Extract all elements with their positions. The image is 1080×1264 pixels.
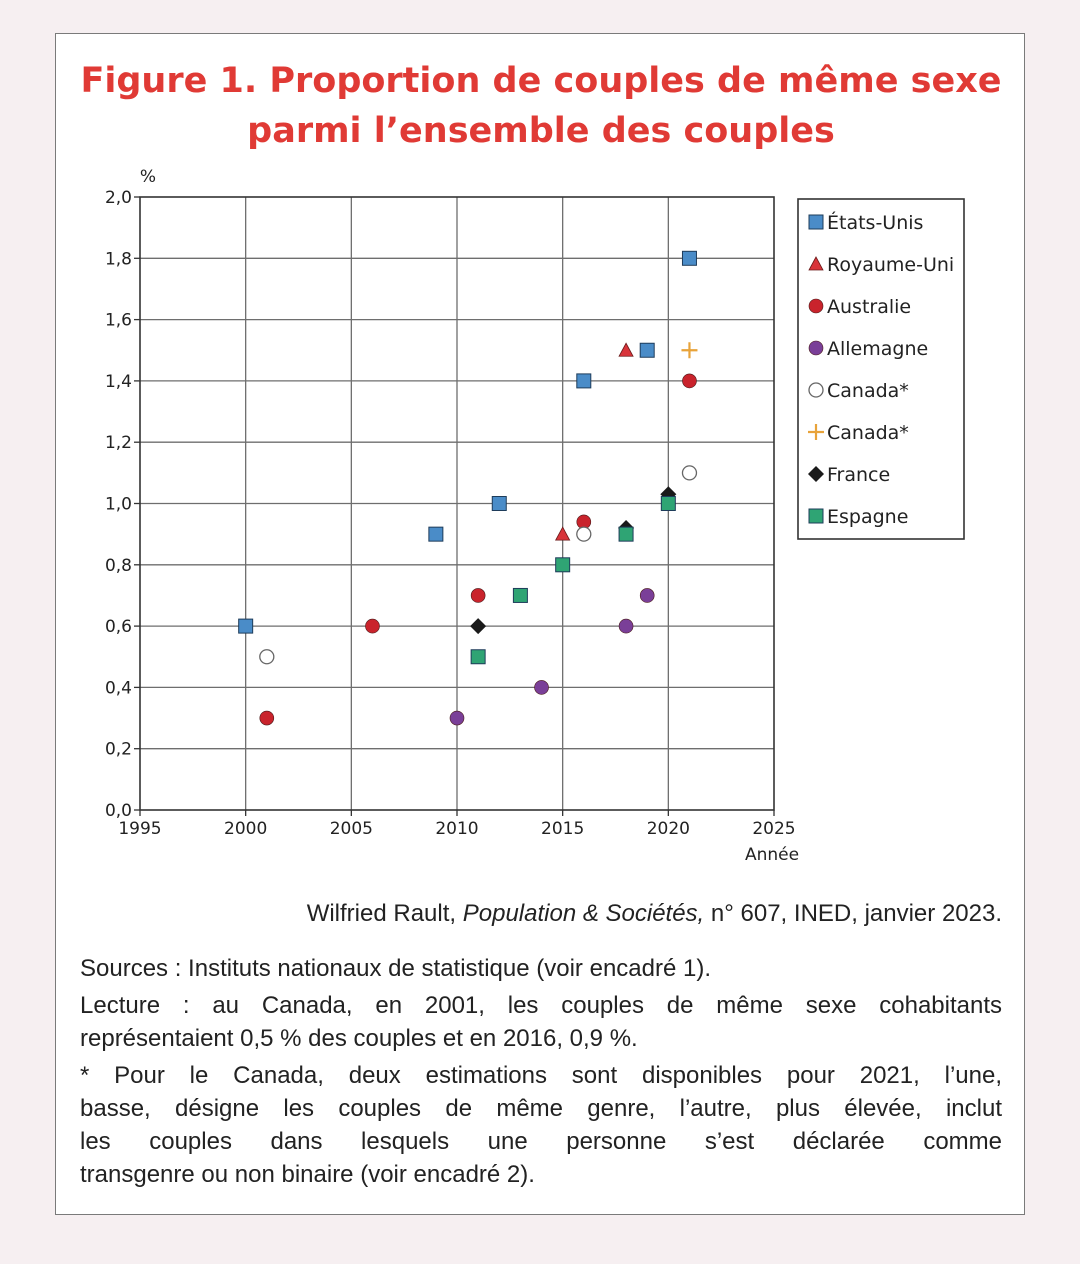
data-point bbox=[492, 497, 506, 511]
data-point bbox=[682, 374, 696, 388]
y-tick-label: 0,0 bbox=[104, 801, 132, 821]
legend-label: États-Unis bbox=[827, 212, 924, 234]
data-points bbox=[239, 251, 698, 725]
figure-title-line-1: Figure 1. Proportion de couples de même sexe bbox=[80, 61, 1002, 101]
data-point bbox=[556, 558, 570, 572]
y-tick-label: 1,2 bbox=[104, 433, 132, 454]
legend-marker bbox=[809, 341, 823, 355]
footnote-line-1: * Pour le Canada, deux estimations sont disponibles pour 2021, l’une, bbox=[80, 1062, 1002, 1089]
x-tick-label: 2010 bbox=[435, 819, 479, 839]
lecture-line-1: Lecture : au Canada, en 2001, les couples de même sexe cohabitants bbox=[80, 992, 1002, 1019]
y-tick-label: 1,0 bbox=[104, 494, 132, 515]
legend-label: Royaume-Uni bbox=[827, 254, 955, 276]
data-point bbox=[239, 619, 253, 633]
data-point bbox=[577, 374, 591, 388]
y-axis-label: % bbox=[139, 167, 157, 187]
footnote-line-2: basse, désigne les couples de même genre, l’autre, plus élevée, inclut bbox=[80, 1095, 1002, 1122]
y-tick-label: 0,8 bbox=[104, 555, 132, 576]
credit-journal: Population & Sociétés, bbox=[462, 900, 705, 927]
legend-marker bbox=[809, 509, 823, 523]
legend-label: Australie bbox=[827, 296, 912, 318]
scatter-chart bbox=[56, 34, 1026, 894]
chart-ticks bbox=[105, 188, 796, 839]
x-axis-label: Année bbox=[744, 845, 800, 865]
y-tick-label: 1,6 bbox=[104, 310, 132, 331]
y-tick-label: 0,4 bbox=[104, 678, 132, 699]
footnote-line-4: transgenre ou non binaire (voir encadré 2). bbox=[80, 1161, 535, 1188]
data-point bbox=[619, 343, 633, 356]
figure-panel bbox=[55, 33, 1025, 1215]
legend-label: France bbox=[827, 464, 891, 486]
data-point bbox=[682, 466, 696, 480]
x-tick-label: 2000 bbox=[224, 819, 268, 839]
y-tick-label: 0,6 bbox=[104, 617, 132, 638]
credit-separator: , bbox=[449, 900, 463, 927]
data-point bbox=[661, 497, 675, 511]
footnote-line-3: les couples dans lesquels une personne s’est déclarée comme bbox=[80, 1128, 1002, 1155]
legend-label: Allemagne bbox=[827, 338, 929, 360]
legend-label: Canada* bbox=[827, 422, 909, 444]
credit-line bbox=[56, 900, 1002, 928]
notes bbox=[80, 952, 1002, 1195]
y-tick-label: 2,0 bbox=[104, 188, 132, 208]
legend bbox=[798, 199, 964, 539]
legend-marker bbox=[809, 215, 823, 229]
data-point bbox=[365, 619, 379, 633]
data-point bbox=[471, 588, 485, 602]
lecture-line-2: représentaient 0,5 % des couples et en 2016, 0,9 %. bbox=[80, 1025, 638, 1052]
credit-details: n° 607, INED, janvier 2023. bbox=[704, 900, 1002, 927]
x-tick-label: 1995 bbox=[118, 819, 162, 839]
data-point bbox=[429, 527, 443, 541]
data-point bbox=[640, 588, 654, 602]
x-tick-label: 2015 bbox=[541, 819, 585, 839]
x-tick-label: 2020 bbox=[646, 819, 690, 839]
x-tick-label: 2025 bbox=[752, 819, 796, 839]
data-point bbox=[450, 711, 464, 725]
sources-note: Sources : Instituts nationaux de statistique (voir encadré 1). bbox=[80, 955, 711, 982]
y-tick-label: 1,8 bbox=[104, 249, 132, 270]
data-point bbox=[640, 343, 654, 357]
data-point bbox=[682, 251, 696, 265]
data-point bbox=[471, 650, 485, 664]
data-point bbox=[260, 650, 274, 664]
data-point bbox=[619, 527, 633, 541]
data-point bbox=[681, 342, 697, 358]
legend-label: Canada* bbox=[827, 380, 909, 402]
legend-label: Espagne bbox=[827, 506, 909, 528]
data-point bbox=[470, 618, 486, 634]
y-tick-label: 0,2 bbox=[104, 739, 132, 760]
y-tick-label: 1,4 bbox=[104, 371, 132, 392]
lecture-note bbox=[80, 989, 1002, 1055]
data-point bbox=[577, 527, 591, 541]
legend-box bbox=[798, 199, 964, 539]
data-point bbox=[619, 619, 633, 633]
data-point bbox=[513, 588, 527, 602]
data-point bbox=[535, 680, 549, 694]
canada-footnote bbox=[80, 1059, 1002, 1191]
data-point bbox=[260, 711, 274, 725]
legend-marker bbox=[809, 383, 823, 397]
figure-title-line-2: parmi l’ensemble des couples bbox=[247, 111, 835, 151]
credit-author: Wilfried Rault bbox=[306, 900, 450, 927]
legend-marker bbox=[809, 299, 823, 313]
data-point bbox=[556, 527, 570, 540]
x-tick-label: 2005 bbox=[329, 819, 373, 839]
